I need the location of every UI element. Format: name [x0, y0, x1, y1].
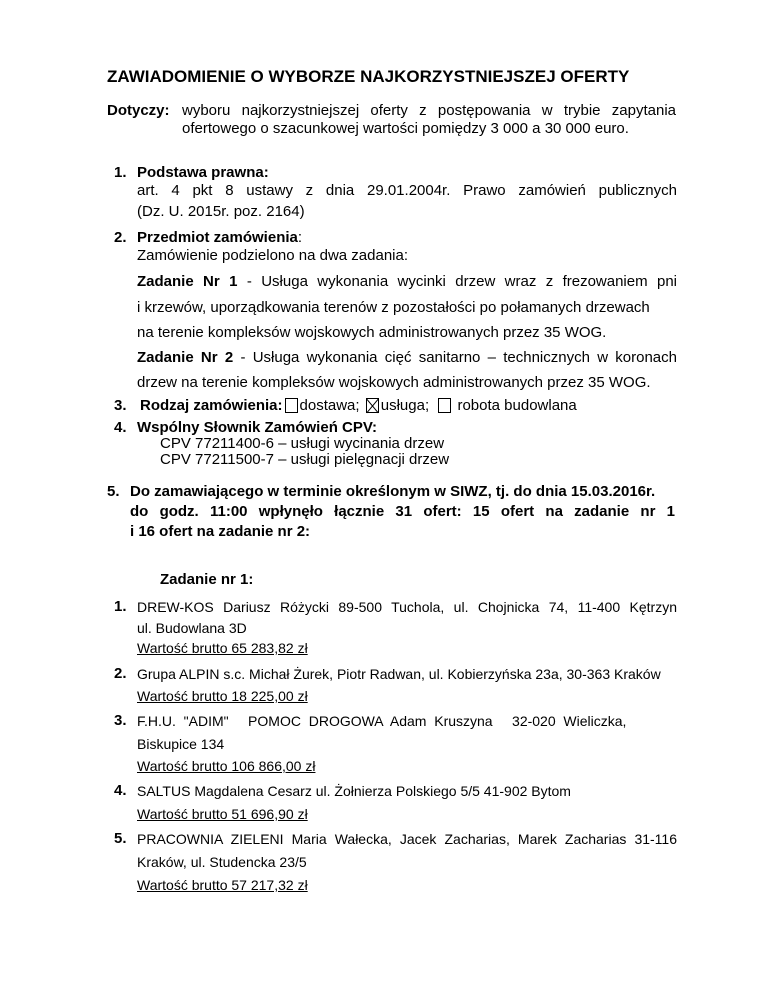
- section-5-line-2: do godz. 11:00 wpłynęło łącznie 31 ofert: 15 ofert na zadanie nr 1: [130, 503, 675, 520]
- offer-2-line-1: Grupa ALPIN s.c. Michał Żurek, Piotr Radwan, ul. Kobierzyńska 23a, 30-363 Kraków: [137, 666, 661, 682]
- zadanie-2-desc-1: - Usługa wykonania cięć sanitarno – technicznych w koronach: [240, 349, 677, 366]
- section-2-heading-line: [137, 229, 302, 247]
- offer-1-value: Wartość brutto 65 283,82 zł: [137, 640, 308, 656]
- section-5-line-1: Do zamawiającego w terminie określonym w SIWZ, tj. do dnia 15.03.2016r.: [130, 483, 656, 500]
- offer-5-value: Wartość brutto 57 217,32 zł: [137, 877, 308, 893]
- zadanie-2-line-2: drzew na terenie kompleksów wojskowych administrowanych przez 35 WOG.: [137, 374, 651, 391]
- offer-5-line-2: Kraków, ul. Studencka 23/5: [137, 854, 307, 870]
- dotyczy-label: Dotyczy:: [107, 102, 170, 119]
- section-2-heading: Przedmiot zamówienia: [137, 229, 298, 246]
- section-5-number: 5.: [107, 483, 120, 500]
- zadanie-1-line-2: i krzewów, uporządkowania terenów z pozostałości po połamanych drzewach: [137, 299, 650, 316]
- zadanie-nr-1-heading: Zadanie nr 1:: [160, 571, 254, 588]
- section-1-number: 1.: [114, 164, 127, 181]
- dotyczy-line-2: ofertowego o szacunkowej wartości pomiędzy 3 000 a 30 000 euro.: [182, 120, 629, 137]
- zadanie-1-label: Zadanie Nr 1: [137, 273, 238, 290]
- section-4-number: 4.: [114, 419, 127, 436]
- offer-2-number: 2.: [114, 665, 127, 682]
- offer-2-value: Wartość brutto 18 225,00 zł: [137, 688, 308, 704]
- offer-1-line-2: ul. Budowlana 3D: [137, 620, 247, 636]
- offer-4-value: Wartość brutto 51 696,90 zł: [137, 806, 308, 822]
- section-2-number: 2.: [114, 229, 127, 246]
- checkbox-robota-budowlana[interactable]: [438, 398, 451, 413]
- offer-1-number: 1.: [114, 598, 127, 615]
- page-title: ZAWIADOMIENIE O WYBORZE NAJKORZYSTNIEJSZEJ OFERTY: [107, 67, 630, 86]
- offer-3-value: Wartość brutto 106 866,00 zł: [137, 758, 316, 774]
- section-3-line: [140, 397, 577, 415]
- section-4-heading: Wspólny Słownik Zamówień CPV:: [137, 419, 378, 436]
- cpv-line-2: CPV 77211500-7 – usługi pielęgnacji drzew: [160, 451, 450, 468]
- section-2-intro: Zamówienie podzielono na dwa zadania:: [137, 247, 409, 264]
- offer-4-number: 4.: [114, 782, 127, 799]
- option-dostawa-label: dostawa;: [299, 397, 360, 414]
- option-robota-label: robota budowlana: [457, 397, 577, 414]
- zadanie-2-label: Zadanie Nr 2: [137, 349, 234, 366]
- zadanie-1-line-3: na terenie kompleksów wojskowych administrowanych przez 35 WOG.: [137, 324, 607, 341]
- zadanie-2-line-1: [137, 349, 677, 367]
- offer-3-line-2: Biskupice 134: [137, 736, 225, 752]
- offer-3-number: 3.: [114, 712, 127, 729]
- dotyczy-line-1: wyboru najkorzystniejszej oferty z postępowania w trybie zapytania: [182, 102, 676, 119]
- option-usluga-label: usługa;: [380, 397, 430, 414]
- offer-4-line-1: SALTUS Magdalena Cesarz ul. Żołnierza Polskiego 5/5 41-902 Bytom: [137, 783, 571, 799]
- offer-3-line-1: F.H.U. "ADIM" POMOC DROGOWA Adam Kruszyna 32-020 Wieliczka,: [137, 713, 627, 729]
- zadanie-1-line-1: [137, 273, 677, 291]
- section-3-number: 3.: [114, 397, 127, 414]
- section-2-colon: :: [297, 229, 303, 246]
- offer-1-line-1: DREW-KOS Dariusz Różycki 89-500 Tuchola, ul. Chojnicka 74, 11-400 Kętrzyn: [137, 599, 677, 615]
- offer-5-number: 5.: [114, 830, 127, 847]
- section-1-line-1: art. 4 pkt 8 ustawy z dnia 29.01.2004r. Prawo zamówień publicznych: [137, 182, 677, 199]
- section-5-line-3: i 16 ofert na zadanie nr 2:: [130, 523, 311, 540]
- section-3-heading: Rodzaj zamówienia:: [140, 397, 283, 414]
- section-1-heading: Podstawa prawna:: [137, 164, 269, 181]
- checkbox-usluga-checked[interactable]: [366, 398, 379, 413]
- offer-5-line-1: PRACOWNIA ZIELENI Maria Wałecka, Jacek Zacharias, Marek Zacharias 31-116: [137, 831, 677, 847]
- checkbox-dostawa[interactable]: [285, 398, 298, 413]
- section-1-line-2: (Dz. U. 2015r. poz. 2164): [137, 203, 305, 220]
- cpv-line-1: CPV 77211400-6 – usługi wycinania drzew: [160, 435, 445, 452]
- zadanie-1-desc-1: - Usługa wykonania wycinki drzew wraz z frezowaniem pni: [246, 273, 678, 290]
